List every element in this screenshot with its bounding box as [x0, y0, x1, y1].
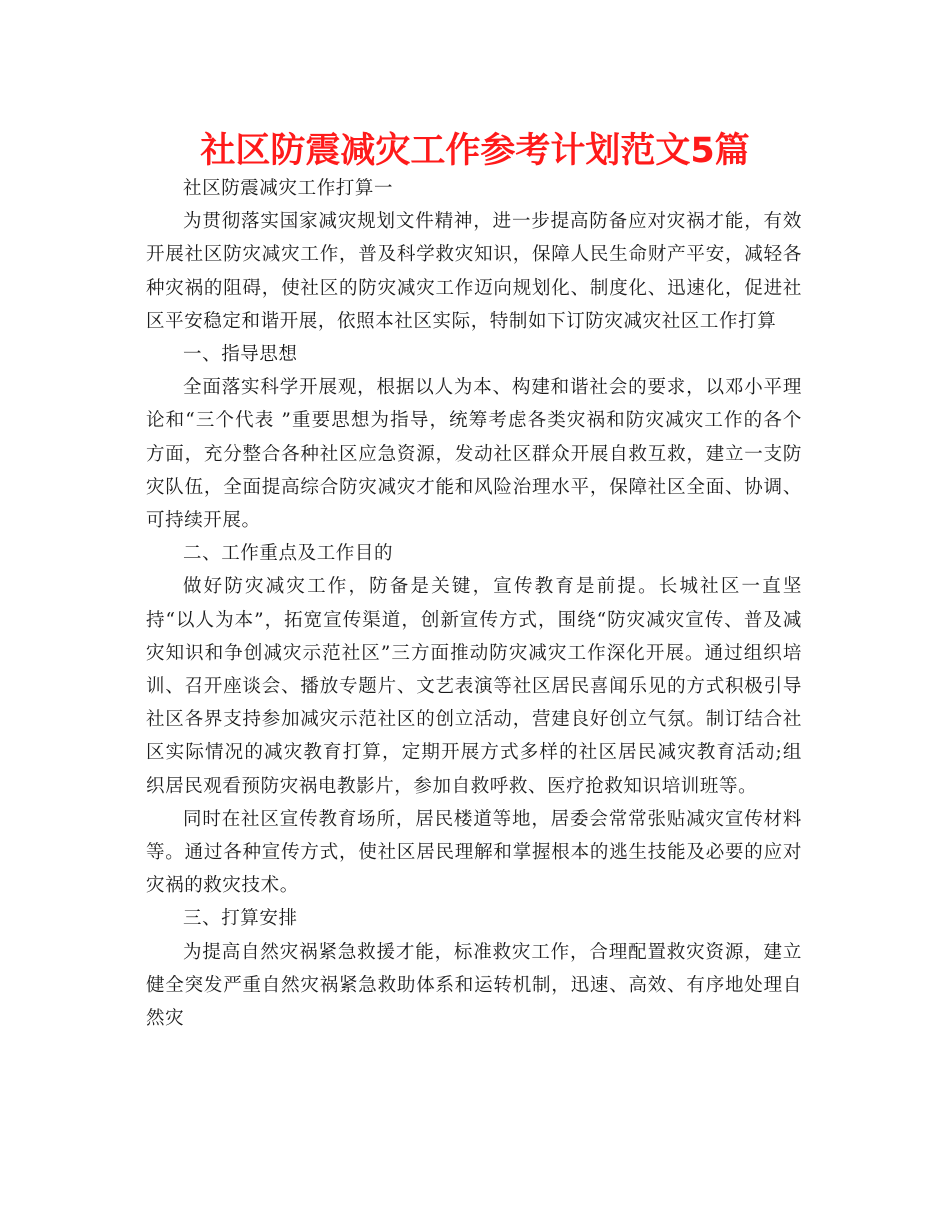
document-title: 社区防震减灾工作参考计划范文5篇: [200, 131, 750, 171]
plan-subtitle: 社区防震减灾工作打算一: [183, 178, 394, 199]
paragraph-guiding-thought: 全面落实科学开展观，根据以人为本、构建和谐社会的要求，以邓小平理论和“三个代表 ”重要思想为指导，统筹考虑各类灾祸和防灾减灾工作的各个方面，充分整合各种社区应急资源，发动社区群众开展自救互救，建立一支防灾队伍，全面提高综合防灾减灾才能和风险治理水平，保障社区全面、协调、可持续开展。: [146, 377, 802, 532]
paragraph-publicity: 同时在社区宣传教育场所，居民楼道等地，居委会常常张贴减灾宣传材料等。通过各种宣传方式，使社区居民理解和掌握根本的逃生技能及必要的应对灾祸的救灾技术。: [146, 808, 802, 897]
paragraph-intro: 为贯彻落实国家减灾规划文件精神，进一步提高防备应对灾祸才能，有效开展社区防灾减灾工作，普及科学救灾知识，保障人民生命财产平安，减轻各种灾祸的阻碍，使社区的防灾减灾工作迈向规划化、制度化、迅速化，促进社区平安稳定和谐开展，依照本社区实际，特制如下订防灾减灾社区工作打算: [146, 211, 802, 332]
paragraph-plan-arrangement: 为提高自然灾祸紧急救援才能，标准救灾工作，合理配置救灾资源，建立健全突发严重自然灾祸紧急救助体系和运转机制，迅速、高效、有序地处理自然灾: [146, 941, 802, 1030]
section-heading-guiding-thought: 一、指导思想: [183, 344, 298, 366]
section-heading-work-focus: 二、工作重点及工作目的: [183, 543, 394, 565]
section-heading-plan-arrangement: 三、打算安排: [183, 908, 298, 930]
document-body: [146, 172, 802, 1035]
paragraph-work-focus: 做好防灾减灾工作，防备是关键，宣传教育是前提。长城社区一直坚持“以人为本”，拓宽宣传渠道，创新宣传方式，围绕“防灾减灾宣传、普及减灾知识和争创减灾示范社区”三方面推动防灾减灾工作深化开展。通过组织培训、召开座谈会、播放专题片、文艺表演等社区居民喜闻乐见的方式积极引导社区各界支持参加减灾示范社区的创立活动，营建良好创立气氛。制订结合社区实际情况的减灾教育打算，定期开展方式多样的社区居民减灾教育活动;组织居民观看预防灾祸电教影片，参加自救呼救、医疗抢救知识培训班等。: [146, 576, 802, 797]
